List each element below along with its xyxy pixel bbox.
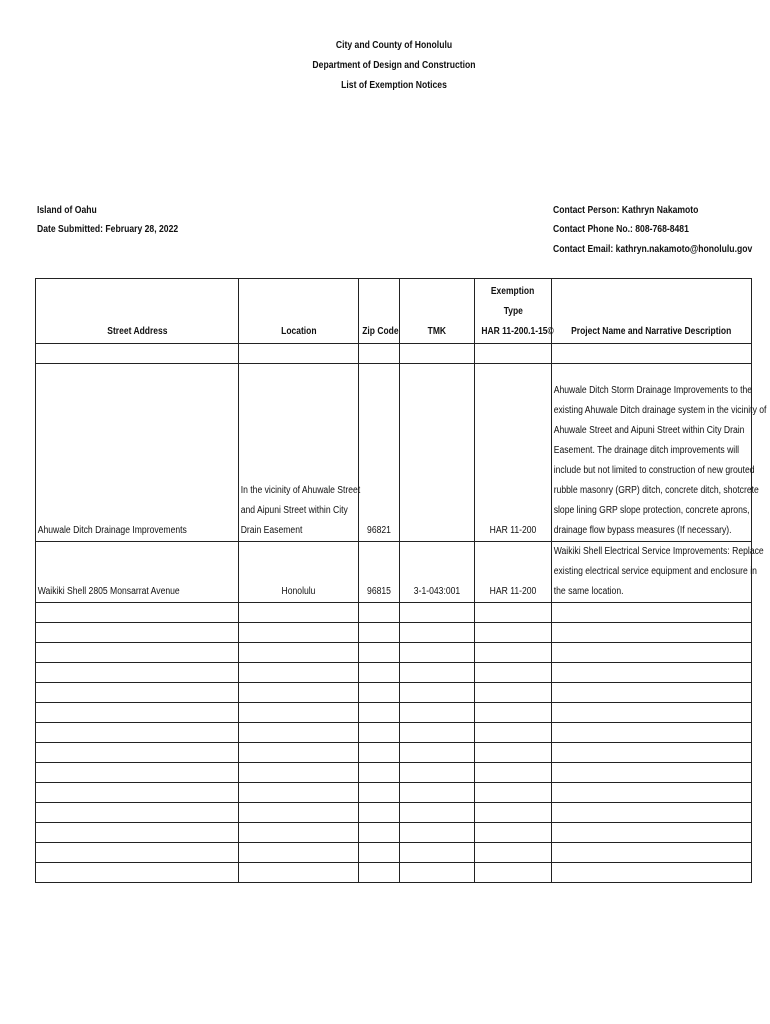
empty-row [36,763,752,783]
cell-location: Honolulu [281,586,316,597]
cell-project-line: existing electrical service equipment and enclosure in [553,566,757,577]
cell-location-line: and Aipuni Street within City [240,505,348,516]
cell-zip-code: 96815 [367,586,391,597]
empty-row [36,703,752,723]
empty-row [36,743,752,763]
empty-row [36,803,752,823]
col-zip-code: Zip Code [359,279,400,344]
cell-project-line: Waikiki Shell Electrical Service Improvements: Replace [553,546,764,557]
cell-location-line: Drain Easement [240,525,303,536]
empty-row [36,783,752,803]
empty-row [36,843,752,863]
cell-zip-code: 96821 [367,525,391,536]
col-project-description: Project Name and Narrative Description [552,279,752,344]
empty-row [36,643,752,663]
empty-row [36,623,752,643]
title-line-2: Department of Design and Construction [312,59,476,71]
empty-row [36,823,752,843]
table-header-row [36,279,752,344]
empty-row [36,723,752,743]
cell-project-line: Ahuwale Street and Aipuni Street within City Drain [553,425,745,436]
cell-project-line: existing Ahuwale Ditch drainage system in the vicinity of [553,405,767,416]
exemption-table [35,278,767,883]
title-line-3: List of Exemption Notices [341,79,447,91]
col-location: Location [239,279,359,344]
cell-exemption-type: HAR 11-200 [489,586,537,597]
cell-project-line: slope lining GRP slope protection, concrete aprons, [553,505,750,516]
empty-row [36,683,752,703]
cell-project-line: include but not limited to construction of new grouted [553,465,755,476]
date-submitted: Date Submitted: February 28, 2022 [37,223,179,235]
table-spacer-row [36,344,752,364]
cell-tmk: 3-1-043:001 [413,586,461,597]
empty-row [36,863,752,883]
cell-street-address: Waikiki Shell 2805 Monsarrat Avenue [37,586,180,597]
cell-exemption-type: HAR 11-200 [489,525,537,536]
cell-project-line: the same location. [553,586,624,597]
contact-person: Contact Person: Kathryn Nakamoto [553,204,699,216]
cell-project-line: Ahuwale Ditch Storm Drainage Improvements to the [553,385,753,396]
table-row [36,542,752,603]
island-label: Island of Oahu [37,204,97,216]
contact-email: Contact Email: kathryn.nakamoto@honolulu.gov [553,243,753,255]
empty-row [36,603,752,623]
contact-phone: Contact Phone No.: 808-768-8481 [553,223,689,235]
col-exemption-type: Exemption Type HAR 11-200.1-15© [475,279,552,344]
table-row [36,364,752,542]
col-tmk: TMK [400,279,475,344]
empty-row [36,663,752,683]
title-line-1: City and County of Honolulu [335,39,453,51]
cell-project-line: drainage flow bypass measures (If necessary). [553,525,732,536]
cell-street-address: Ahuwale Ditch Drainage Improvements [37,525,187,536]
cell-location-line: In the vicinity of Ahuwale Street [240,485,361,496]
cell-project-line: Easement. The drainage ditch improvements will [553,445,740,456]
cell-project-line: rubble masonry (GRP) ditch, concrete ditch, shotcrete [553,485,759,496]
col-street-address: Street Address [36,279,239,344]
